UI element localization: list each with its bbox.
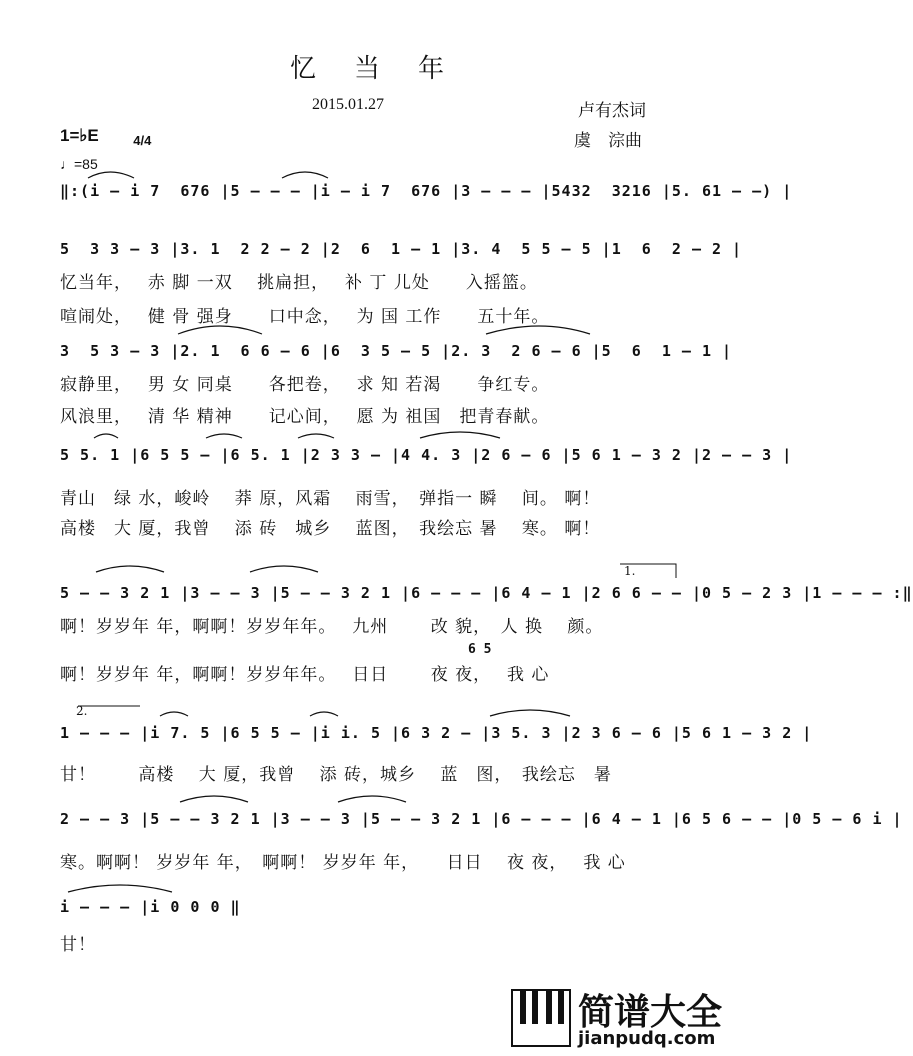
lyricist-credit: 卢有杰词 bbox=[578, 101, 646, 121]
lyric-row-4-verse-2: 高楼 大 厦，我曾 添 砖 城乡 蓝图， 我绘忘 暑 寒。 啊！ bbox=[60, 519, 601, 539]
lyric-row-6: 甘！ 高楼 大 厦，我曾 添 砖，城乡 蓝 图， 我绘忘 暑 bbox=[60, 765, 612, 785]
volta-1-label: 1. bbox=[624, 564, 636, 578]
volta-2-label: 2. bbox=[76, 704, 88, 718]
composer-credit: 虞 淙曲 bbox=[574, 131, 642, 151]
score-row-7: 2 – – 3 |5 – – 3 2 1 |3 – – 3 |5 – – 3 2 1 |6 – – – |6 4 – 1 |6 5 6 – – |0 5 – 6 i | bbox=[60, 810, 903, 828]
lyric-row-2-verse-2: 喧闹处， 健 骨 强身 口中念， 为 国 工作 五十年。 bbox=[60, 307, 550, 327]
key-signature: 1=♭E bbox=[60, 126, 99, 145]
lyric-row-3-verse-2: 风浪里， 清 华 精神 记心间， 愿 为 祖国 把青春献。 bbox=[60, 407, 550, 427]
lyric-row-4-verse-1: 青山 绿 水，峻岭 莽 原，风霜 雨雪， 弹指一 瞬 间。 啊！ bbox=[60, 489, 601, 509]
score-row-1: ‖:(i – i 7 676 |5 – – – |i – i 7 676 |3 – – – |5432 3216 |5. 61 – –) | bbox=[60, 182, 793, 200]
lyric-row-3-verse-1: 寂静里， 男 女 同桌 各把卷， 求 知 若渴 争红专。 bbox=[60, 375, 550, 395]
date-text: 2015.01.27 bbox=[312, 96, 384, 113]
score-row-5: 5 – – 3 2 1 |3 – – 3 |5 – – 3 2 1 |6 – – – |6 4 – 1 |2 6 6 – – |0 5 – 2 3 |1 – – – :‖ bbox=[60, 584, 913, 602]
page-title: 忆当年 bbox=[289, 54, 482, 84]
score-row-6: 1 – – – |i 7. 5 |6 5 5 – |i i. 5 |6 3 2 – |3 5. 3 |2 3 6 – 6 |5 6 1 – 3 2 | bbox=[60, 724, 813, 742]
logo-brand-text: 简谱大全 bbox=[578, 992, 723, 1033]
lyric-row-5-verse-2: 啊！岁岁年 年，啊啊！岁岁年年。 日日 夜 夜， 我 心 bbox=[60, 665, 550, 685]
score-row-3: 3 5 3 – 3 |2. 1 6 6 – 6 |6 3 5 – 5 |2. 3 2 6 – 6 |5 6 1 – 1 | bbox=[60, 342, 733, 360]
lyric-row-7: 寒。啊啊！ 岁岁年 年， 啊啊！ 岁岁年 年， 日日 夜 夜， 我 心 bbox=[60, 853, 626, 873]
lyric-row-2-verse-1: 忆当年， 赤 脚 一双 挑扁担， 补 丁 儿处 入摇篮。 bbox=[60, 273, 538, 293]
small-grace-notes: 6 5 bbox=[468, 642, 492, 657]
lyric-row-5-verse-1: 啊！岁岁年 年，啊啊！岁岁年年。 九州 改 貌， 人 换 颜。 bbox=[60, 617, 604, 637]
tempo-marking: ♩=85 bbox=[60, 156, 98, 172]
lyric-row-8: 甘！ bbox=[60, 935, 96, 955]
score-row-4: 5 5. 1 |6 5 5 – |6 5. 1 |2 3 3 – |4 4. 3 |2 6 – 6 |5 6 1 – 3 2 |2 – – 3 | bbox=[60, 446, 793, 464]
score-row-8: i – – – |i 0 0 0 ‖ bbox=[60, 898, 241, 916]
score-row-2: 5 3 3 – 3 |3. 1 2 2 – 2 |2 6 1 – 1 |3. 4 5 5 – 5 |1 6 2 – 2 | bbox=[60, 240, 743, 258]
logo-site-text: jianpudq.com bbox=[578, 1028, 716, 1049]
time-signature-text: 4/4 bbox=[133, 133, 152, 148]
